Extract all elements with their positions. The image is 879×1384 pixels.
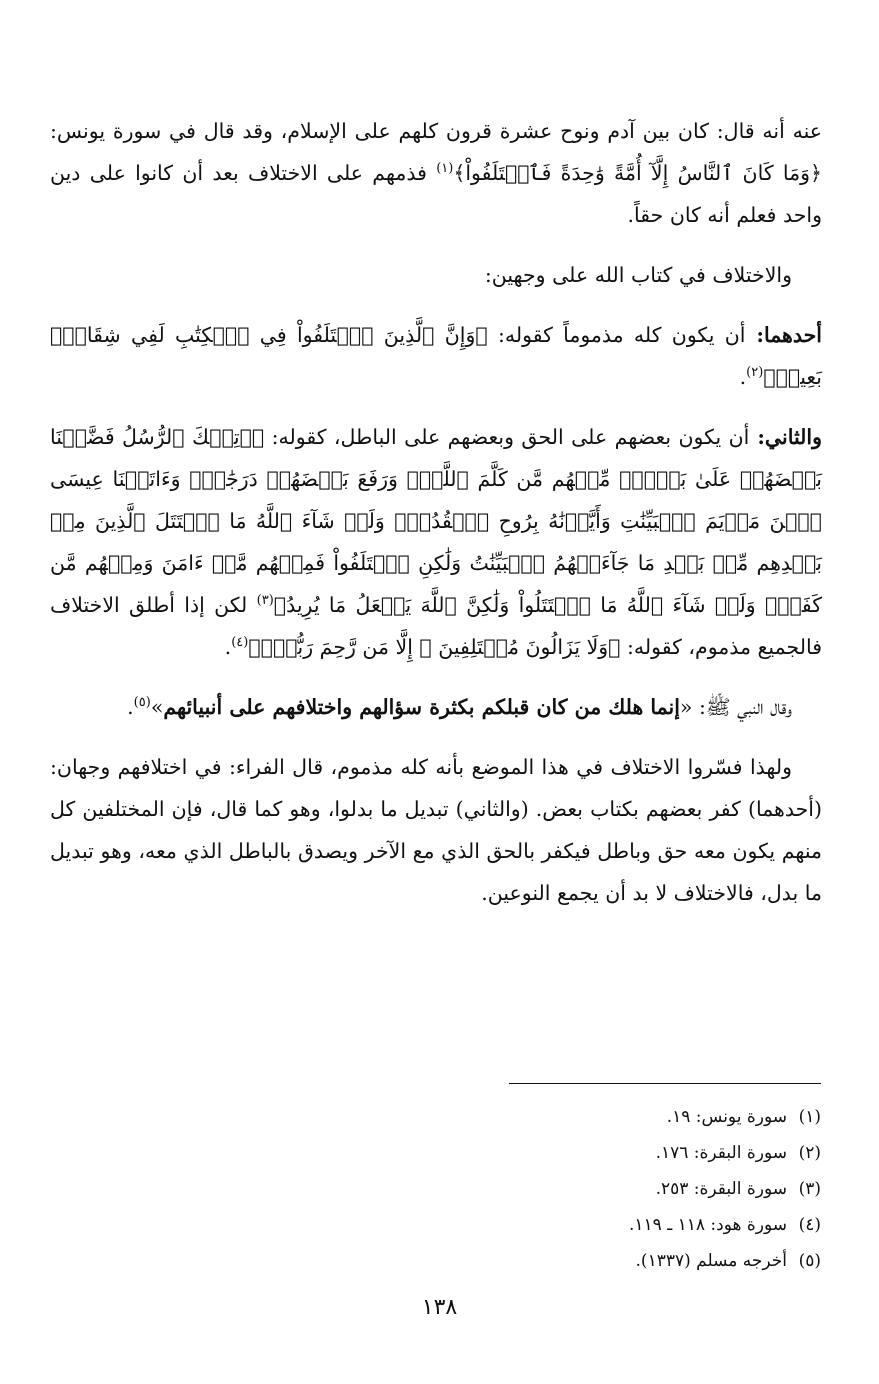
paragraph xyxy=(50,254,822,296)
footnote-number: (٣) xyxy=(798,1179,821,1199)
paragraph xyxy=(50,746,822,914)
quran-verse: ﴿وَمَا كَانَ ٱلنَّاسُ إِلَّآ أُمَّةً وَٰحِدَةً فَٱخۡتَلَفُواْ﴾ xyxy=(453,161,822,185)
footnote-item xyxy=(321,1207,821,1243)
footnote-divider xyxy=(509,1083,821,1084)
page-number: ١٣٨ xyxy=(421,1295,458,1320)
footnote-text: سورة هود: ١١٨ ـ ١١٩. xyxy=(628,1215,787,1235)
quran-verse: ﴿۞تِلۡكَ ٱلرُّسُلُ فَضَّلۡنَا بَعۡضَهُمۡ عَلَىٰ بَعۡضٖۘ مِّنۡهُم مَّن كَلَّمَ ٱللَّهُۖ وَرَفَعَ بَعۡضَهُمۡ دَرَجَٰتٖۚ وَءَاتَيۡنَا عِيسَى ٱبۡنَ مَرۡيَمَ ٱلۡبَيِّنَٰتِ وَأَيَّدۡنَٰهُ بِرُوحِ ٱلۡقُدُسِۗ وَلَوۡ شَآءَ ٱللَّهُ مَا ٱقۡتَتَلَ ٱلَّذِينَ مِنۢ بَعۡدِهِم مِّنۢ بَعۡدِ مَا جَآءَتۡهُمُ ٱلۡبَيِّنَٰتُ وَلَٰكِنِ ٱخۡتَلَفُواْ فَمِنۡهُم مَّنۡ ءَامَنَ وَمِنۡهُم مَّن كَفَرَۚ وَلَوۡ شَآءَ ٱللَّهُ مَا ٱقۡتَتَلُواْ وَلَٰكِنَّ ٱللَّهَ يَفۡعَلُ مَا يُرِيدُ﴾ xyxy=(50,425,822,617)
body-text: ولهذا فسّروا الاختلاف في هذا الموضع بأنه كله مذموم، قال الفراء: في اختلافهم وجهان: (أحدهما) كفر بعضهم بكتاب بعض. (والثاني) تبديل ما بدلوا، وهو كما قال، فإن المختلفين كل منهم يكون معه حق وباطل فيكفر بالحق الذي مع الآخر ويصدق بالباطل الذي معه، وهو تبديل ما بدل، فالاختلاف لا بد أن يجمع النوعين. xyxy=(50,755,822,905)
footnote-text: أخرجه مسلم (١٣٣٧). xyxy=(635,1251,787,1271)
quran-verse: ﴿وَإِنَّ ٱلَّذِينَ ٱخۡتَلَفُواْ فِي ٱلۡكِتَٰبِ لَفِي شِقَاقِۢ بَعِيدٖ﴾ xyxy=(50,323,822,389)
footnote-item xyxy=(321,1243,821,1279)
body-text: . xyxy=(739,365,747,389)
footnote-marker: (١) xyxy=(436,161,454,177)
footnote-text: سورة يونس: ١٩. xyxy=(666,1107,787,1127)
paragraph xyxy=(50,686,822,728)
footnote-number: (٤) xyxy=(798,1215,821,1235)
bold-text: أحدهما: xyxy=(745,323,822,347)
paragraph xyxy=(50,314,822,398)
body-text: فذمهم على الاختلاف بعد أن كانوا على دين واحد فعلم أنه كان حقاً. xyxy=(50,161,822,227)
quran-verse: ﴿وَلَا يَزَالُونَ مُخۡتَلِفِينَ ۞ إِلَّا مَن رَّحِمَ رَبُّكَۚ﴾ xyxy=(248,635,621,659)
body-text: لكن إذا أطلق الاختلاف فالجميع مذموم، كقوله: xyxy=(50,593,822,659)
body-text: أن يكون بعضهم على الحق وبعضهم على الباطل، كقوله: xyxy=(264,425,750,449)
footnote-item xyxy=(321,1099,821,1135)
footnote-marker: (٣) xyxy=(256,593,274,609)
body-text: . xyxy=(127,695,134,719)
footnote-number: (٢) xyxy=(798,1143,821,1163)
paragraph xyxy=(50,416,822,668)
footnote-text: سورة البقرة: ١٧٦. xyxy=(655,1143,787,1163)
bold-text: والثاني: xyxy=(749,425,822,449)
footnotes xyxy=(321,1099,821,1279)
body-text: أن يكون كله مذموماً كقوله: xyxy=(487,323,746,347)
page-body xyxy=(50,110,822,932)
paragraph xyxy=(50,110,822,236)
body-text: » xyxy=(150,695,164,719)
footnote-marker: (٤) xyxy=(231,635,249,651)
bold-text: إنما هلك من كان قبلكم بكثرة سؤالهم واختلافهم على أنبيائهم xyxy=(163,695,680,719)
body-text: والاختلاف في كتاب الله على وجهين: xyxy=(484,263,792,287)
footnote-item xyxy=(321,1171,821,1207)
footnote-text: سورة البقرة: ٢٥٣. xyxy=(655,1179,787,1199)
footnote-marker: (٥) xyxy=(133,695,151,711)
footnote-item xyxy=(321,1135,821,1171)
footnote-number: (٥) xyxy=(798,1251,821,1271)
footnote-marker: (٢) xyxy=(746,365,764,381)
body-text: وقال النبي ﷺ: « xyxy=(679,695,792,719)
body-text: . xyxy=(224,635,232,659)
footnote-number: (١) xyxy=(798,1107,821,1127)
body-text: عنه أنه قال: كان بين آدم ونوح عشرة قرون كلهم على الإسلام، وقد قال في سورة يونس: xyxy=(50,119,822,143)
main-text xyxy=(50,110,822,914)
